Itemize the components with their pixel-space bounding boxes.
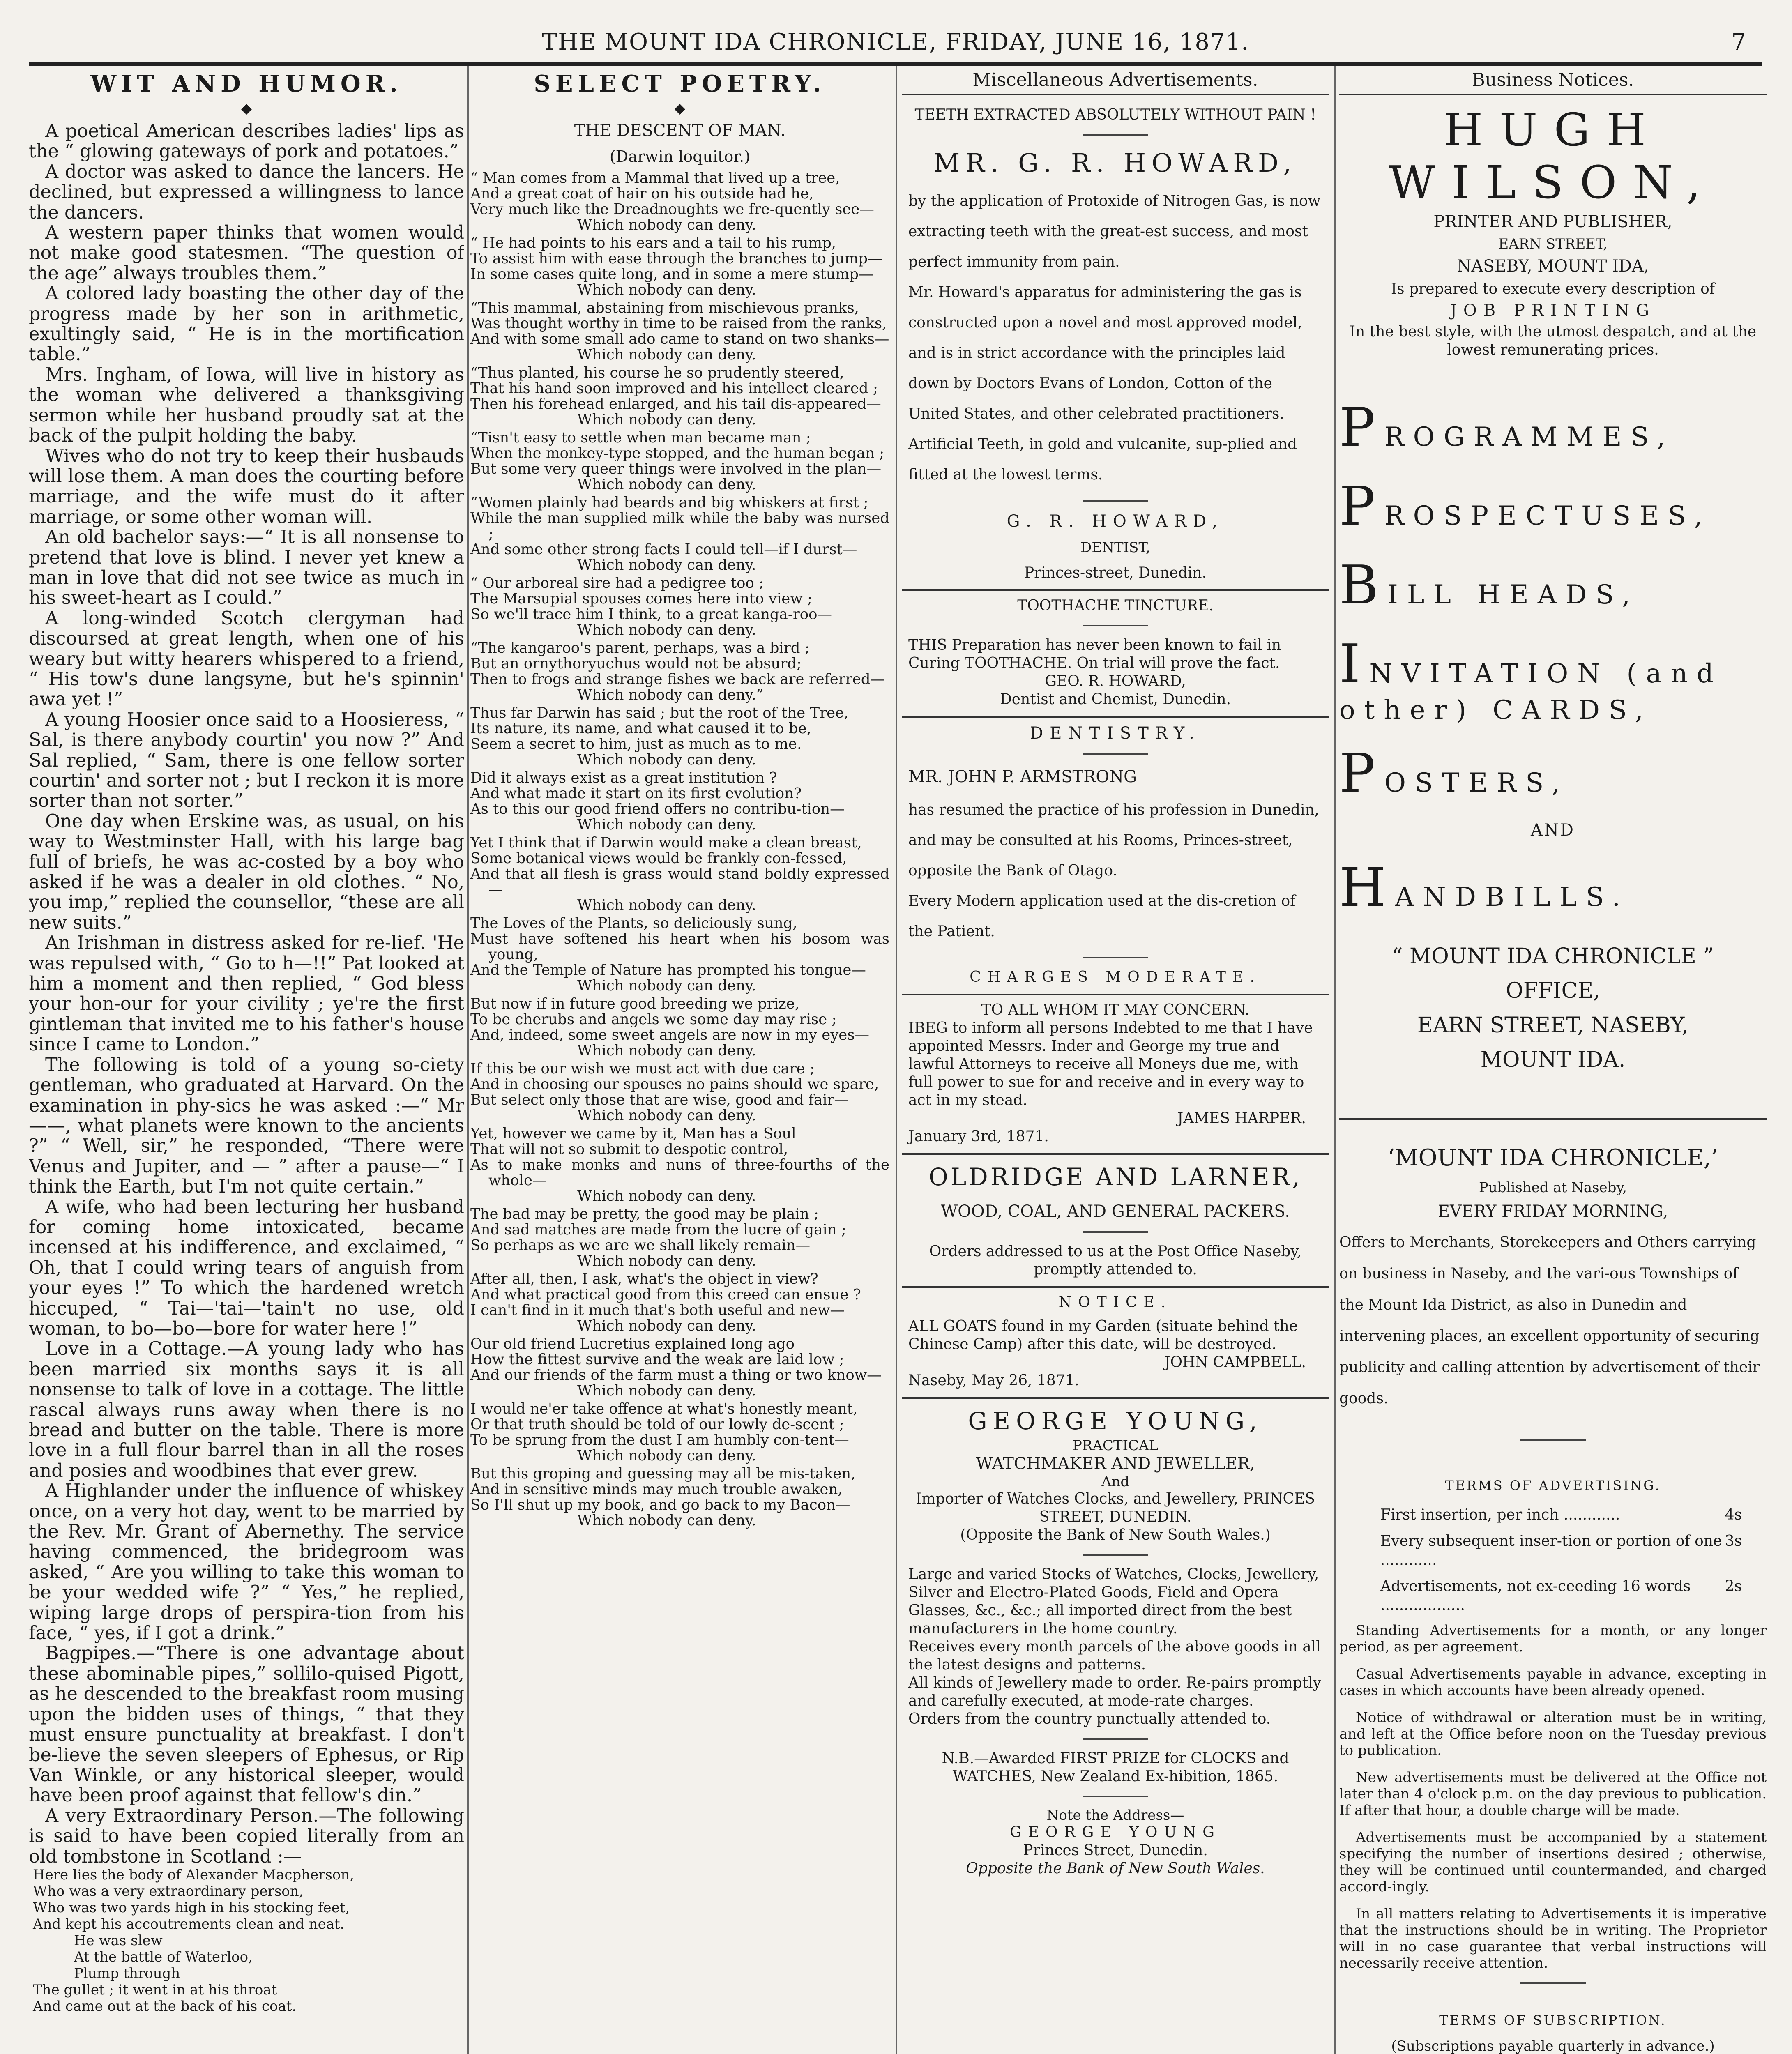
terms-subscription-title: TERMS OF SUBSCRIPTION. bbox=[1439, 2013, 1667, 2028]
column-divider bbox=[1334, 66, 1336, 2054]
ad-opposite-2: Opposite the Bank of New South Wales. bbox=[966, 1860, 1265, 1877]
poem-line: And in sensitive minds may much trouble awaken, bbox=[470, 1481, 843, 1498]
ad-paragraph: Mr. Howard's apparatus for administering the gas is constructed upon a novel and most approved model, and is in strict accordance with the principles laid down by Doctors Evans of London, Cotton of the United States, and other celebrated practitioners. bbox=[908, 284, 1302, 422]
printer-job: JOB PRINTING bbox=[1450, 301, 1656, 320]
poem-refrain: Which nobody can deny. bbox=[577, 1253, 756, 1269]
poem-stanza bbox=[470, 430, 889, 493]
column-select-poetry bbox=[470, 68, 889, 2054]
epitaph-line: The gullet ; it went in at his throat bbox=[33, 1981, 277, 1998]
service-item bbox=[1339, 633, 1767, 725]
ad-importer: Importer of Watches Clocks, and Jewellery, PRINCES STREET, DUNEDIN. bbox=[915, 1490, 1315, 1525]
poem-line: That his hand soon improved and his intellect cleared ; bbox=[470, 380, 878, 397]
ad-paragraph: Receives every month parcels of the above goods in all the latest designs and patterns. bbox=[908, 1638, 1321, 1673]
terms-advertising-title: TERMS OF ADVERTISING. bbox=[1445, 1478, 1661, 1493]
epitaph bbox=[29, 1867, 464, 2015]
poem-line: And the Temple of Nature has prompted his tongue— bbox=[470, 962, 866, 979]
divider bbox=[1083, 1796, 1148, 1797]
column-divider bbox=[467, 66, 469, 2054]
poem-line: Was thought worthy in time to be raised from the ranks, bbox=[470, 315, 887, 332]
poem-line: As to make monks and nuns of three-fourths of the whole— bbox=[470, 1156, 889, 1189]
poem-line: The bad may be pretty, the good may be plain ; bbox=[470, 1206, 819, 1223]
ad-paragraph: Artificial Teeth, in gold and vulcanite, sup-plied and fitted at the lowest terms. bbox=[908, 436, 1297, 483]
poem-line: So perhaps as we are we shall likely remain— bbox=[470, 1237, 811, 1254]
poem-stanza bbox=[470, 916, 889, 994]
ad-practical: PRACTICAL bbox=[1072, 1437, 1159, 1454]
poem-refrain: Which nobody can deny. bbox=[577, 281, 756, 298]
poem-refrain: Which nobody can deny. bbox=[577, 1042, 756, 1059]
service-label: ILL HEADS, bbox=[1387, 580, 1640, 610]
epitaph-line: And kept his accoutrements clean and neat. bbox=[33, 1916, 345, 1932]
divider bbox=[1083, 1738, 1148, 1740]
column-business-notices bbox=[1339, 68, 1767, 2054]
service-item bbox=[1339, 856, 1767, 919]
divider bbox=[1083, 134, 1148, 136]
ad-signature: GEO. R. HOWARD, bbox=[1045, 673, 1186, 690]
humor-paragraph: A poetical American describes ladies' lips as the “ glowing gateways of pork and potatoes.” bbox=[29, 121, 464, 162]
ad-signature: GEORGE YOUNG bbox=[1009, 1824, 1221, 1841]
ad-role: Dentist and Chemist, Dunedin. bbox=[1000, 691, 1231, 708]
ad-trade: WATCHMAKER AND JEWELLER, bbox=[976, 1454, 1255, 1473]
terms-subscription-note: (Subscriptions payable quarterly in advance.) bbox=[1391, 2038, 1715, 2054]
ad-paragraph: Every Modern application used at the dis-cretion of the Patient. bbox=[908, 893, 1296, 940]
printer-prepared: Is prepared to execute every description of bbox=[1391, 281, 1715, 297]
printer-town: NASEBY, MOUNT IDA, bbox=[1457, 257, 1649, 276]
service-initial: H bbox=[1339, 856, 1395, 919]
ad-title: TOOTHACHE TINCTURE. bbox=[1017, 597, 1214, 614]
terms-note: New advertisements must be delivered at the Office not later than 4 o'clock p.m. on the day previous to publication. If after that hour, a double charge will be made. bbox=[1339, 1769, 1767, 1819]
column-wit-and-humor bbox=[29, 68, 464, 2054]
ad-body: ALL GOATS found in my Garden (situate behind the Chinese Camp) after this date, will be destroyed. bbox=[908, 1318, 1298, 1353]
poem-refrain: Which nobody can deny. bbox=[577, 1382, 756, 1399]
poem-line: In some cases quite long, and in some a mere stump— bbox=[470, 266, 873, 283]
poem-refrain: Which nobody can deny. bbox=[577, 557, 756, 573]
page-number: 7 bbox=[1731, 29, 1746, 55]
poem-refrain: Which nobody can deny. bbox=[577, 897, 756, 914]
epitaph-line: Who was two yards high in his stocking feet, bbox=[33, 1899, 350, 1916]
ad-signature: G. R. HOWARD, bbox=[1007, 512, 1224, 531]
ad-howard-dentist bbox=[902, 100, 1329, 591]
poem-stanza bbox=[470, 1466, 889, 1529]
ad-body bbox=[908, 795, 1322, 947]
ad-oldridge-larner bbox=[902, 1155, 1329, 1288]
ornament-icon: ◆ bbox=[241, 100, 252, 117]
service-initial: P bbox=[1339, 396, 1384, 458]
office-line: MOUNT IDA. bbox=[1480, 1048, 1626, 1072]
divider bbox=[1520, 1982, 1586, 1984]
terms-row bbox=[1339, 1506, 1767, 1524]
ad-date: January 3rd, 1871. bbox=[908, 1128, 1049, 1145]
humor-paragraph: An old bachelor says:—“ It is all nonsense to pretend that love is blind. I never yet knew a man in love that did not see twice as much in his sweet-heart as I could.” bbox=[29, 527, 464, 609]
poem-refrain: Which nobody can deny.” bbox=[577, 686, 764, 703]
poem-line: And some other strong facts I could tell—if I durst— bbox=[470, 541, 857, 558]
ad-and: And bbox=[1101, 1474, 1130, 1490]
masthead bbox=[29, 16, 1762, 66]
printer-name: HUGH WILSON, bbox=[1389, 104, 1717, 209]
office-line: OFFICE, bbox=[1506, 979, 1600, 1003]
poem-line: And in choosing our spouses no pains should we spare, bbox=[470, 1076, 879, 1093]
poem-refrain: Which nobody can deny. bbox=[577, 751, 756, 768]
ad-address: Princes Street, Dunedin. bbox=[1023, 1842, 1208, 1859]
poem-line: “The kangaroo's parent, perhaps, was a bird ; bbox=[470, 640, 810, 656]
poem-line: While the man supplied milk while the baby was nursed ; bbox=[470, 510, 889, 542]
poem-refrain: Which nobody can deny. bbox=[577, 476, 756, 493]
poem-line: Then his forehead enlarged, and his tail dis-appeared— bbox=[470, 396, 881, 412]
poem-stanza bbox=[470, 235, 889, 298]
poem-line: So we'll trace him I think, to a great kanga-roo— bbox=[470, 606, 832, 623]
humor-paragraph: A young Hoosier once said to a Hoosieress, “ Sal, is there anybody courtin' you now ?” And Sal replied, “ Sam, there is one fellow sorter courtin' and sorter not ; but I reckon it is more sorter than not sorter.” bbox=[29, 709, 464, 812]
divider bbox=[1339, 1118, 1767, 1120]
poem-line: But select only those that are wise, good and fair— bbox=[470, 1091, 849, 1108]
section-heading: SELECT POETRY. bbox=[534, 70, 826, 97]
printer-trade: PRINTER AND PUBLISHER, bbox=[1433, 212, 1672, 231]
office-line: “ MOUNT IDA CHRONICLE ” bbox=[1391, 944, 1714, 969]
ad-armstrong-dentistry bbox=[902, 718, 1329, 995]
poem-line: I can't find in it much that's both useful and new— bbox=[470, 1302, 845, 1319]
terms-note: In all matters relating to Advertisements it is imperative that the instructions should be in writing. The Proprietor will in no case guarantee that verbal instructions will necessarily receive attention. bbox=[1339, 1906, 1767, 1971]
humor-paragraph: A wife, who had been lecturing her husband for coming home intoxicated, became incensed at his indifference, and exclaimed, “ Oh, that I could wring tears of anguish from your eyes !” To which the hardened wretch hiccuped, “ Tai—'tai—'tain't no use, old woman, to bo—bo—bore for water here !” bbox=[29, 1196, 464, 1339]
poem-line: And what practical good from this creed can ensue ? bbox=[470, 1286, 861, 1303]
poem-line: Or that truth should be told of our lowly de-scent ; bbox=[470, 1416, 844, 1433]
poem-line: How the fittest survive and the weak are laid low ; bbox=[470, 1351, 844, 1368]
chronicle-title: ‘MOUNT IDA CHRONICLE,’ bbox=[1387, 1144, 1718, 1171]
poem-line: When the monkey-type stopped, and the human began ; bbox=[470, 445, 884, 462]
ad-signature: JOHN CAMPBELL. bbox=[1164, 1354, 1306, 1371]
humor-paragraph: An Irishman in distress asked for re-lief. 'He was repulsed with, “ Go to h—!!” Pat looked at him a moment and then replied, “ God bless your hon-our for your civility ; ye're the first gintleman that invited me to his father's house since I came to London.” bbox=[29, 933, 464, 1055]
poem-stanza bbox=[470, 996, 889, 1059]
poem-line: “Thus planted, his course he so prudently steered, bbox=[470, 364, 844, 381]
epitaph-line: And came out at the back of his coat. bbox=[33, 1998, 297, 2015]
column-divider bbox=[896, 66, 897, 2054]
ad-body: IBEG to inform all persons Indebted to me that I have appointed Messrs. Inder and George my true and lawful Attorneys to receive all Moneys due me, with full power to sue for and receive and in every way to act in my stead. bbox=[908, 1020, 1313, 1109]
poem-line: I would ne'er take offence at what's honestly meant, bbox=[470, 1400, 858, 1417]
terms-label: First insertion, per inch ............ bbox=[1380, 1506, 1620, 1523]
ad-paragraph: Large and varied Stocks of Watches, Clocks, Jewellery, Silver and Electro-Plated Goods, Field and Opera Glasses, &c., &c.; all imported direct from the best manufacturers in the home country. bbox=[908, 1566, 1319, 1637]
ad-name: MR. G. R. HOWARD, bbox=[933, 148, 1297, 178]
ad-body bbox=[908, 1566, 1322, 1728]
poem-line: “ Our arboreal sire had a pedigree too ; bbox=[470, 575, 764, 592]
poem-line: The Loves of the Plants, so deliciously sung, bbox=[470, 915, 797, 932]
poem-line: So I'll shut up my book, and go back to my Bacon— bbox=[470, 1497, 850, 1513]
poem-refrain: Which nobody can deny. bbox=[577, 216, 756, 233]
ad-title: NOTICE. bbox=[1058, 1294, 1172, 1311]
service-initial: B bbox=[1339, 554, 1388, 616]
terms-value: 2s bbox=[1725, 1578, 1742, 1595]
ad-title: DENTISTRY. bbox=[1030, 724, 1201, 743]
terms-row bbox=[1339, 1577, 1767, 1615]
service-label: OSTERS, bbox=[1384, 768, 1569, 798]
service-label: ANDBILLS. bbox=[1395, 882, 1630, 912]
poem-refrain: Which nobody can deny. bbox=[577, 411, 756, 428]
poem-line: But now if in future good breeding we prize, bbox=[470, 995, 799, 1012]
poem-stanza bbox=[470, 835, 889, 913]
poem-line: Thus far Darwin has said ; but the root of the Tree, bbox=[470, 705, 849, 721]
poem-stanza bbox=[470, 1126, 889, 1204]
poem-line: And, indeed, some sweet angels are now in my eyes— bbox=[470, 1027, 870, 1043]
poem-line: To be cherubs and angels we some day may rise ; bbox=[470, 1011, 837, 1028]
poem-stanza bbox=[470, 640, 889, 703]
masthead-title: THE MOUNT IDA CHRONICLE, FRIDAY, JUNE 16, 1871. bbox=[541, 29, 1250, 55]
ad-name: OLDRIDGE AND LARNER, bbox=[928, 1163, 1302, 1191]
service-label: AND bbox=[1531, 821, 1575, 840]
poem-line: Then to frogs and strange fishes we back are referred— bbox=[470, 671, 885, 688]
terms-value: 3s bbox=[1725, 1533, 1742, 1550]
poem-subtitle: (Darwin loquitor.) bbox=[609, 147, 751, 166]
poem-refrain: Which nobody can deny. bbox=[577, 1188, 756, 1204]
chronicle-day: EVERY FRIDAY MORNING, bbox=[1437, 1202, 1668, 1221]
poem-line: Seem a secret to him, just as much as to me. bbox=[470, 736, 802, 753]
ad-body bbox=[908, 186, 1322, 490]
service-label: ROGRAMMES, bbox=[1384, 422, 1675, 452]
ad-paragraph: by the application of Protoxide of Nitrogen Gas, is now extracting teeth with the great-est success, and most perfect immunity from pain. bbox=[908, 193, 1321, 270]
terms-note: Casual Advertisements payable in advance, excepting in cases in which accounts have been already opened. bbox=[1339, 1666, 1767, 1699]
ad-george-young bbox=[902, 1399, 1329, 1885]
ad-role: DENTIST, bbox=[1080, 539, 1150, 556]
poem-refrain: Which nobody can deny. bbox=[577, 1447, 756, 1464]
humor-paragraph: Bagpipes.—“There is one advantage about these abominable pipes,” sollilo-quised Pigott, as he descended to the breakfast room musing upon the bidden uses of things, “ that they must ensure punctuality at breakfast. I don't be-lieve the seven sleepers of Ephesus, or Rip Van Winkle, or any historical sleeper, would have been proof against that fellow's din.” bbox=[29, 1643, 464, 1806]
poem-refrain: Which nobody can deny. bbox=[577, 346, 756, 363]
poem-line: “Women plainly had beards and big whiskers at first ; bbox=[470, 494, 868, 511]
chronicle-body bbox=[1339, 1227, 1767, 1414]
terms-row bbox=[1339, 1532, 1767, 1570]
poem-stanza bbox=[470, 1336, 889, 1399]
humor-paragraph: A very Extraordinary Person.—The following is said to have been copied literally from an old tombstone in Scotland :— bbox=[29, 1805, 464, 1867]
humor-paragraph: A doctor was asked to dance the lancers. He declined, but expressed a willingness to lance the dancers. bbox=[29, 161, 464, 223]
humor-paragraph: The following is told of a young so-ciety gentleman, who graduated at Harvard. On the examination in phy-sics he was asked :—“ Mr——, what planets were known to the ancients ?” “ Well, sir,” he responded, “There were Venus and Jupiter, and — ” after a pause—“ I think the Earth, but I'm not quite certain.” bbox=[29, 1054, 464, 1197]
poem-line: “ Man comes from a Mammal that lived up a tree, bbox=[470, 170, 840, 187]
poem-line: But this groping and guessing may all be mis-taken, bbox=[470, 1465, 856, 1482]
section-heading: WIT AND HUMOR. bbox=[90, 70, 403, 97]
poem-line: Very much like the Dreadnoughts we fre-quently see— bbox=[470, 201, 874, 218]
ad-trade: WOOD, COAL, AND GENERAL PACKERS. bbox=[941, 1202, 1290, 1221]
chronicle-text: Offers to Merchants, Storekeepers and Others carrying on business in Naseby, and the vari-ous Townships of the Mount Ida District, as also in Dunedin and intervening places, an excellent opportunity of securing publicity and calling attention by advertisement of their goods. bbox=[1339, 1234, 1760, 1407]
poem-line: Yet, however we came by it, Man has a Soul bbox=[470, 1125, 796, 1142]
poem-line: As to this our good friend offers no contribu-tion— bbox=[470, 801, 845, 817]
poem-refrain: Which nobody can deny. bbox=[577, 816, 756, 833]
divider bbox=[1083, 625, 1148, 626]
poem-line: Did it always exist as a great institution ? bbox=[470, 769, 777, 786]
terms-advertising-table bbox=[1339, 1506, 1767, 1615]
ad-paragraph: Orders from the country punctually attended to. bbox=[908, 1711, 1271, 1727]
poem-line: And with some small ado came to stand on two shanks— bbox=[470, 331, 889, 348]
service-initial: I bbox=[1339, 633, 1370, 695]
poem-line: “Tisn't easy to settle when man became man ; bbox=[470, 429, 811, 446]
poem-line: “This mammal, abstaining from mischievous pranks, bbox=[470, 299, 859, 316]
service-item bbox=[1339, 821, 1767, 840]
ad-opposite: (Opposite the Bank of New South Wales.) bbox=[960, 1527, 1271, 1543]
poem-line: That will not so submit to despotic control, bbox=[470, 1141, 788, 1158]
poem-stanza bbox=[470, 576, 889, 638]
ad-date: Naseby, May 26, 1871. bbox=[908, 1372, 1080, 1389]
ad-title: TEETH EXTRACTED ABSOLUTELY WITHOUT PAIN ! bbox=[914, 106, 1316, 123]
column-misc-ads bbox=[902, 68, 1329, 2054]
ad-note: CHARGES MODERATE. bbox=[970, 969, 1261, 986]
humor-paragraph: Mrs. Ingham, of Iowa, will live in history as the woman whe delivered a thanksgiving sermon while her husband proudly sat at the back of the pulpit holding the baby. bbox=[29, 364, 464, 447]
poem-stanza bbox=[470, 705, 889, 768]
service-label: NVITATION (and other) CARDS, bbox=[1339, 659, 1723, 725]
poem-line: Some botanical views would be frankly con-fessed, bbox=[470, 850, 847, 867]
epitaph-line: He was slew bbox=[74, 1932, 163, 1949]
section-heading: Miscellaneous Advertisements. bbox=[902, 69, 1329, 95]
poem-line: And a great coat of hair on his outside had he, bbox=[470, 185, 814, 202]
humor-paragraph: A colored lady boasting the other day of the progress made by her son in arithmetic, exultingly said, “ He is in the mortification table.” bbox=[29, 283, 464, 365]
divider bbox=[1083, 1231, 1148, 1233]
chronicle-office-block bbox=[1339, 939, 1767, 1077]
service-item bbox=[1339, 396, 1767, 458]
ad-toothache-tincture bbox=[902, 591, 1329, 718]
poem-line: After all, then, I ask, what's the object in view? bbox=[470, 1271, 818, 1287]
ornament-icon: ◆ bbox=[674, 100, 686, 117]
poem-title: THE DESCENT OF MAN. bbox=[574, 121, 786, 140]
ad-paragraph: has resumed the practice of his profession in Dunedin, and may be consulted at his Rooms, Princes-street, opposite the Bank of Otago. bbox=[908, 801, 1320, 879]
printer-street: EARN STREET, bbox=[1498, 236, 1608, 252]
poem-line: Our old friend Lucretius explained long ago bbox=[470, 1336, 795, 1352]
poem-line: And sad matches are made from the lucre of gain ; bbox=[470, 1221, 846, 1238]
ad-title: TO ALL WHOM IT MAY CONCERN. bbox=[981, 1002, 1250, 1018]
divider bbox=[1083, 500, 1148, 502]
humor-paragraphs bbox=[29, 121, 464, 1867]
ad-body: Orders addressed to us at the Post Office Naseby, promptly attended to. bbox=[929, 1243, 1302, 1278]
service-item bbox=[1339, 475, 1767, 537]
poem-line: To assist him with ease through the branches to jump— bbox=[470, 250, 882, 267]
poem-stanza bbox=[470, 170, 889, 233]
ad-signature: JAMES HARPER. bbox=[1177, 1110, 1306, 1127]
ad-body: THIS Preparation has never been known to fail in Curing TOOTHACHE. On trial will prove the fact. bbox=[908, 637, 1281, 672]
terms-note: Standing Advertisements for a month, or any longer period, as per agreement. bbox=[1339, 1622, 1767, 1655]
poem-line: Must have softened his heart when his bosom was young, bbox=[470, 930, 889, 963]
poem-line: To be sprung from the dust I am humbly con-tent— bbox=[470, 1432, 849, 1448]
humor-paragraph: Love in a Cottage.—A young lady who has been married six months says it is all nonsense to talk of love in a cottage. The little rascal always runs away when there is no bread and butter on the table. There is more love in a full flour barrel than in all the roses and posies and woodbines that ever grew. bbox=[29, 1338, 464, 1481]
section-heading: Business Notices. bbox=[1339, 69, 1767, 95]
service-initial: P bbox=[1339, 742, 1384, 804]
poem-line: Its nature, its name, and what caused it to be, bbox=[470, 720, 811, 737]
humor-paragraph: Wives who do not try to keep their husbauds will lose them. A man does the courting before marriage, and the wife must do it after marriage, or some other woman will. bbox=[29, 445, 464, 527]
poem-line: And what made it start on its first evolution? bbox=[470, 785, 802, 802]
poem-line: The Marsupial spouses comes here into view ; bbox=[470, 590, 812, 607]
poem-stanza bbox=[470, 495, 889, 573]
ad-name: GEORGE YOUNG, bbox=[968, 1407, 1263, 1435]
humor-paragraph: A long-winded Scotch clergyman had discoursed at great length, when one of his weary but witty hearers whispered to a friend, “ His tow's dune langsyne, but he's spinnin' awa yet !” bbox=[29, 608, 464, 710]
poem-refrain: Which nobody can deny. bbox=[577, 1107, 756, 1124]
poem-refrain: Which nobody can deny. bbox=[577, 1512, 756, 1529]
ad-name: MR. JOHN P. ARMSTRONG bbox=[908, 767, 1137, 786]
poem-stanza bbox=[470, 1207, 889, 1269]
terms-note: Notice of withdrawal or alteration must be in writing, and left at the Office before noon on the Tuesday previous to publication. bbox=[1339, 1709, 1767, 1759]
poem-refrain: Which nobody can deny. bbox=[577, 1317, 756, 1334]
divider bbox=[1520, 1439, 1586, 1441]
humor-paragraph: A western paper thinks that women would not make good statesmen. “The question of the age” always troubles them.” bbox=[29, 222, 464, 284]
poem-line: And our friends of the farm must a thing or two know— bbox=[470, 1367, 882, 1384]
printer-style: In the best style, with the utmost despatch, and at the lowest remunerating prices. bbox=[1349, 323, 1757, 358]
poem-stanza bbox=[470, 1061, 889, 1124]
printing-services-list bbox=[1339, 396, 1767, 919]
poem-line: “ He had points to his ears and a tail to his rump, bbox=[470, 235, 836, 251]
terms-value: 4s bbox=[1725, 1506, 1742, 1523]
poem-stanza bbox=[470, 770, 889, 833]
poem-stanza bbox=[470, 1401, 889, 1464]
poem-line: But some very queer things were involved in the plan— bbox=[470, 461, 882, 477]
terms-note: Advertisements must be accompanied by a statement specifying the number of insertions desired ; otherwise, they will be continued until countermanded, and charged accord-ingly. bbox=[1339, 1829, 1767, 1895]
epitaph-line: Plump through bbox=[74, 1965, 180, 1982]
ad-award: N.B.—Awarded FIRST PRIZE for CLOCKS and WATCHES, New Zealand Ex-hibition, 1865. bbox=[942, 1750, 1289, 1785]
divider bbox=[1083, 1554, 1148, 1556]
poem-stanza bbox=[470, 365, 889, 428]
poem-body bbox=[470, 170, 889, 1529]
ad-note: Note the Address— bbox=[1046, 1807, 1184, 1824]
terms-label: Every subsequent inser-tion or portion of one ............ bbox=[1380, 1533, 1722, 1568]
service-label: ROSPECTUSES, bbox=[1384, 501, 1711, 531]
poem-line: If this be our wish we must act with due care ; bbox=[470, 1060, 815, 1077]
office-line: EARN STREET, NASEBY, bbox=[1417, 1013, 1689, 1038]
poem-stanza bbox=[470, 1271, 889, 1334]
service-item bbox=[1339, 742, 1767, 804]
poem-line: And that all flesh is grass would stand boldly expressed— bbox=[470, 866, 889, 898]
humor-paragraph: One day when Erskine was, as usual, on his way to Westminster Hall, with his large bag full of briefs, he was ac-costed by a boy who asked if he was a dealer in old clothes. “ No, you imp,” replied the counsellor, “these are all new suits.” bbox=[29, 811, 464, 933]
epitaph-line: Who was a very extraordinary person, bbox=[33, 1883, 304, 1900]
ad-campbell-notice bbox=[902, 1288, 1329, 1399]
divider bbox=[1083, 957, 1148, 958]
ad-address: Princes-street, Dunedin. bbox=[1024, 564, 1207, 581]
poem-refrain: Which nobody can deny. bbox=[577, 622, 756, 638]
terms-label: Advertisements, not ex-ceeding 16 words .................. bbox=[1380, 1578, 1691, 1614]
ad-harper-notice bbox=[902, 995, 1329, 1155]
service-item bbox=[1339, 554, 1767, 616]
humor-paragraph: A Highlander under the influence of whiskey once, on a very hot day, went to be married by the Rev. Mr. Grant of Abernethy. The service having commenced, the bridegroom was asked, “ Are you willing to take this woman to be your wedded wife ?” “ Yes,” he replied, wiping large drops of perspira-tion from his face, “ yes, if I got a drink.” bbox=[29, 1481, 464, 1644]
service-initial: P bbox=[1339, 475, 1384, 537]
divider bbox=[1083, 753, 1148, 755]
epitaph-line: At the battle of Waterloo, bbox=[74, 1948, 253, 1965]
poem-stanza bbox=[470, 300, 889, 363]
terms-notes bbox=[1339, 1622, 1767, 1971]
poem-line: But an ornythoryuchus would not be absurd; bbox=[470, 655, 802, 672]
chronicle-published: Published at Naseby, bbox=[1479, 1179, 1627, 1196]
ad-paragraph: All kinds of Jewellery made to order. Re-pairs promptly and carefully executed, at mode-rate charges. bbox=[908, 1674, 1322, 1709]
poem-line: Yet I think that if Darwin would make a clean breast, bbox=[470, 834, 862, 851]
epitaph-line: Here lies the body of Alexander Macpherson, bbox=[33, 1866, 355, 1883]
poem-refrain: Which nobody can deny. bbox=[577, 977, 756, 994]
